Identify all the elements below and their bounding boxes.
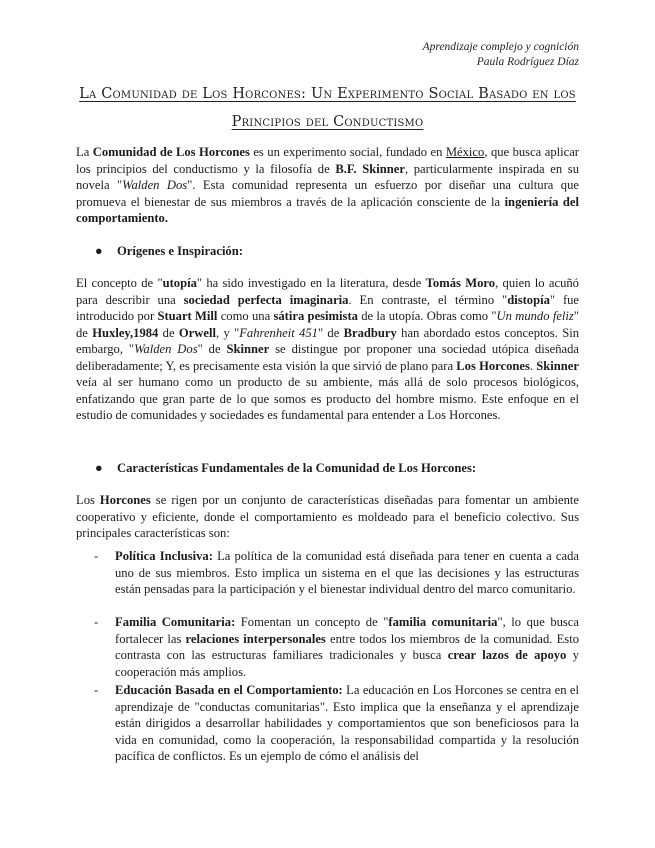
list-item: - Política Inclusiva: La política de la comunidad está diseñada para tener en cuenta a cada uno de sus miembros. Esto implica un sistema en el que las decisiones y las estructuras están pensadas para la participación y el bienestar individual dentro del marco comunitario. (94, 549, 579, 596)
document-title (76, 80, 579, 136)
document-title-text: La Comunidad de Los Horcones: Un Experimento Social Basado en los Principios del Conductismo (79, 86, 576, 130)
intro-paragraph: La Comunidad de Los Horcones es un experimento social, fundado en México, que busca aplicar los principios del conductismo y la filosofía de B.F. Skinner, particularmente inspirada en su novela "Walden Dos". Esta comunidad representa un esfuerzo por diseñar una cultura que promueva el bienestar de sus miembros a través de la aplicación consciente de la ingeniería del comportamiento. (76, 145, 580, 225)
dash-icon: - (94, 615, 99, 629)
header-course: Aprendizaje complejo y cognición (422, 41, 579, 53)
section-heading-characteristics: ● Características Fundamentales de la Comunidad de Los Horcones: (95, 461, 477, 475)
list-item: - Familia Comunitaria: Fomentan un concepto de "familia comunitaria", lo que busca fortalecer las relaciones interpersonales entre todos los miembros de la comunidad. Esto contrasta con las estructuras familiares tradicionales y busca crear lazos de apoyo y cooperación más amplios. (94, 615, 579, 679)
list-item: - Educación Basada en el Comportamiento: La educación en Los Horcones se centra en el aprendizaje de "conductas comunitarias". Esto implica que la enseñanza y el aprendizaje están dirigidos a desarrollar habilidades y comportamientos que son beneficiosos para la vida en comunidad, como la cooperación, la responsabilidad compartida y la resolución pacífica de conflictos. Es un ejemplo de cómo el análisis del (94, 683, 579, 763)
dash-icon: - (94, 683, 99, 697)
characteristics-paragraph: Los Horcones se rigen por un conjunto de características diseñadas para fomentar un ambiente cooperativo y eficiente, donde el comportamiento es moldeado para el beneficio colectivo. Sus principales características son: (76, 493, 579, 540)
header-author: Paula Rodríguez Díaz (476, 56, 579, 68)
section-heading-origins: ● Orígenes e Inspiración: (95, 244, 243, 258)
dash-icon: - (94, 549, 99, 563)
mexico-link[interactable]: México (445, 145, 485, 159)
origins-paragraph: El concepto de "utopía" ha sido investigado en la literatura, desde Tomás Moro, quien lo acuñó para describir una sociedad perfecta imaginaria. En contraste, el término "distopía" fue introducido por Stuart Mill como una sátira pesimista de la utopía. Obras como "Un mundo feliz" de Huxley,1984 de Orwell, y "Fahrenheit 451" de Bradbury han abordado estos conceptos. Sin embargo, "Walden Dos" de Skinner se distingue por proponer una sociedad utópica diseñada deliberadamente; Y, es precisamente esta visión la que sirvió de plano para Los Horcones. Skinner veía al ser humano como un producto de su ambiente, más allá de solo procesos biológicos, enfatizando que gran parte de lo que somos es producto del hombre mismo. Este enfoque en el estudio de comunidades y sociedades es fundamental para entender a Los Horcones. (76, 276, 580, 422)
bullet-icon: ● (95, 244, 103, 258)
bullet-icon: ● (95, 461, 103, 475)
